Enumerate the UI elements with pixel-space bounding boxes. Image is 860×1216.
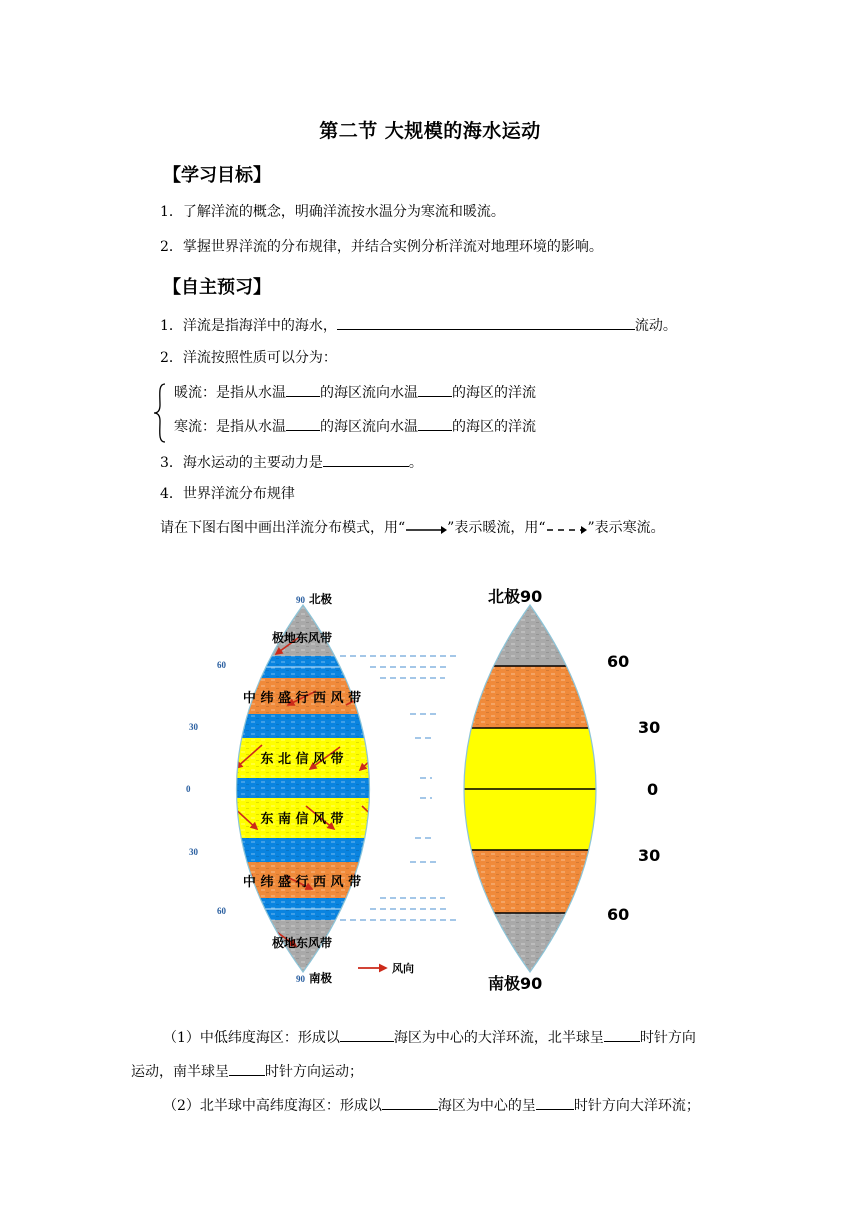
right-north-pole-label: 北极90 (488, 587, 543, 606)
q3-blank[interactable] (323, 451, 409, 467)
belt-label-westerlies-north: 中 纬 盛 行 西 风 带 (242, 691, 362, 706)
belt-label-polar-easterlies-north: 极地东风带 (271, 631, 333, 645)
cold-text-c: 的海区的洋流 (452, 419, 536, 435)
left-south-pole-label: 南极 (309, 971, 332, 985)
legend-label: 风向 (392, 962, 414, 975)
left-lat-label-60-north: 60 (217, 660, 226, 670)
q1-text-d: 运动，南半球呈 (131, 1064, 229, 1080)
q1-text-a: （1）中低纬度海区：形成以 (163, 1030, 340, 1046)
q2-text-a: （2）北半球中高纬度海区：形成以 (163, 1098, 382, 1114)
cold-blank-2[interactable] (418, 415, 452, 431)
instruction-c: ”表示寒流。 (587, 520, 665, 536)
belt-label-westerlies-south: 中 纬 盛 行 西 风 带 (242, 875, 362, 890)
q1-prefix: 1．洋流是指海洋中的海水， (160, 318, 337, 334)
q2-text-c: 时针方向大洋环流； (573, 1098, 700, 1114)
q2-ocean-blank[interactable] (382, 1094, 438, 1110)
warm-text-a: 暖流：是指从水温 (174, 385, 286, 401)
q1-north-direction-blank[interactable] (604, 1026, 640, 1042)
warm-current-line (174, 381, 536, 403)
question-2-line (163, 1094, 700, 1116)
page-title: 第二节 大规模的海水运动 (319, 120, 541, 142)
instruction-line (160, 518, 665, 538)
left-lat-label-30-south: 30 (189, 847, 198, 857)
preview-q4: 4．世界洋流分布规律 (160, 486, 295, 502)
question-1-line-1 (163, 1026, 696, 1048)
ocean-current-diagram (160, 580, 680, 1000)
right-lat-label-60-north: 60 (607, 652, 630, 671)
preview-heading: 【自主预习】 (163, 277, 271, 298)
cold-text-a: 寒流：是指从水温 (174, 419, 286, 435)
right-lat-label-60-south: 60 (607, 905, 630, 924)
belt-label-se-trades: 东 南 信 风 带 (260, 812, 344, 827)
q1-suffix: 流动。 (634, 318, 677, 334)
left-lat-label-30-north: 30 (189, 722, 198, 732)
warm-blank-2[interactable] (418, 381, 452, 397)
right-lat-label-30-south: 30 (638, 846, 661, 865)
warm-text-c: 的海区的洋流 (452, 385, 536, 401)
left-lat-label-0: 0 (186, 784, 191, 794)
q3-suffix: 。 (408, 455, 423, 471)
question-1-line-2 (131, 1060, 363, 1082)
belt-label-ne-trades: 东 北 信 风 带 (260, 752, 344, 767)
q1-south-direction-blank[interactable] (229, 1060, 265, 1076)
left-north-pole-label: 北极 (309, 592, 332, 606)
goals-heading: 【学习目标】 (163, 165, 271, 186)
warm-text-b: 的海区流向水温 (320, 385, 418, 401)
q2-text-b: 海区为中心的呈 (437, 1098, 536, 1114)
q1-text-e: 时针方向运动； (265, 1064, 363, 1080)
preview-q2: 2．洋流按照性质可以分为： (160, 350, 337, 366)
preview-q1 (160, 314, 677, 336)
belt-label-polar-easterlies-south: 极地东风带 (271, 936, 333, 950)
instruction-b: ”表示暖流，用“ (447, 520, 546, 536)
goal-item-2: 2．掌握世界洋流的分布规律，并结合实例分析洋流对地理环境的影响。 (160, 239, 603, 255)
right-lat-label-30-north: 30 (638, 718, 661, 737)
right-lat-label-0: 0 (647, 780, 659, 799)
right-south-pole-label: 南极90 (488, 974, 543, 993)
warm-blank-1[interactable] (286, 381, 320, 397)
q1-ocean-blank[interactable] (340, 1026, 394, 1042)
q2-direction-blank[interactable] (536, 1094, 574, 1110)
left-wind-belt-globe (160, 600, 450, 980)
cold-text-b: 的海区流向水温 (320, 419, 418, 435)
instruction-a: 请在下图右图中画出洋流分布模式，用“ (160, 520, 406, 536)
left-lat-label-90-north: 90 (296, 595, 305, 605)
q1-text-c: 时针方向 (639, 1030, 696, 1046)
left-lat-label-60-south: 60 (217, 906, 226, 916)
q1-text-b: 海区为中心的大洋环流，北半球呈 (393, 1030, 604, 1046)
right-blank-globe (390, 600, 680, 983)
cold-current-arrow-icon (545, 520, 587, 534)
q3-prefix: 3．海水运动的主要动力是 (160, 455, 323, 471)
q1-blank[interactable] (337, 314, 635, 330)
warm-current-arrow-icon (405, 520, 447, 534)
brace-icon (153, 383, 167, 443)
preview-q3 (160, 451, 423, 473)
cold-blank-1[interactable] (286, 415, 320, 431)
cold-current-line (174, 415, 536, 437)
left-lat-label-90-south: 90 (296, 974, 305, 984)
goal-item-1: 1．了解洋流的概念，明确洋流按水温分为寒流和暖流。 (160, 204, 505, 220)
